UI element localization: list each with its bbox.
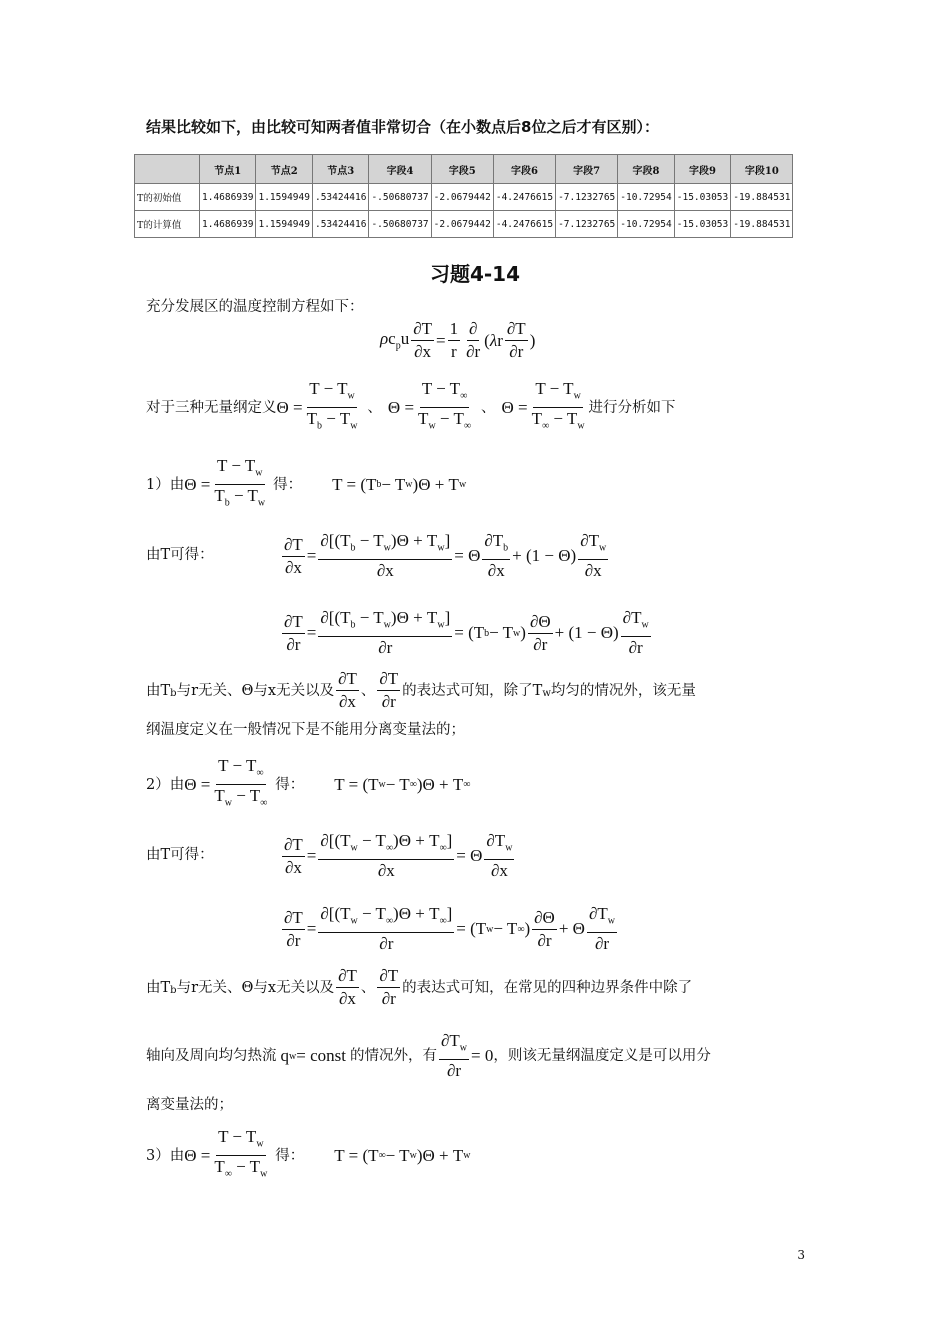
page-number: 3 xyxy=(797,1248,805,1262)
conclusion-text: 由T xyxy=(146,979,171,996)
separator: 、 xyxy=(480,399,496,416)
case-3-label: 3）由 xyxy=(146,1147,185,1164)
conclusion-text: 的表达式可知，在常见的四种边界条件中除了 xyxy=(402,979,693,996)
case-3-de: 得： xyxy=(275,1147,305,1164)
definition-2: Θ = $\frac{T - T_\infty}{T_w - T_\infty}$ xyxy=(387,379,471,432)
case-3-definition: Θ = $\frac{T - T_w}{T_\infty - T_w}$ xyxy=(184,1127,268,1180)
table-cell: -19.884531 xyxy=(731,184,793,211)
case-2-definition: Θ = $\frac{T - T_\infty}{T_w - T_\infty}$ xyxy=(184,756,268,809)
table-cell: .53424416 xyxy=(312,211,368,238)
table-header: 字段10 xyxy=(731,155,793,184)
separator: 、 xyxy=(360,682,376,699)
table-cell: -7.1232765 xyxy=(556,184,618,211)
case-2-label: 2）由 xyxy=(146,776,185,793)
case-1-de: 得： xyxy=(273,476,303,493)
table-header: 字段7 xyxy=(556,155,618,184)
table-header: 节点1 xyxy=(200,155,256,184)
table-header: 字段8 xyxy=(618,155,674,184)
case-2-byT: 由T可得： xyxy=(146,847,214,863)
table-cell: 1.1594949 xyxy=(256,211,312,238)
definition-3: Θ = $\frac{T - T_w}{T_\infty - T_w}$ xyxy=(501,379,585,432)
case-2-de: 得： xyxy=(275,776,305,793)
table-cell: -15.03053 xyxy=(674,211,730,238)
table-cell: T的初始值 xyxy=(135,184,200,211)
table-header xyxy=(135,155,200,184)
table-row xyxy=(135,184,793,211)
conclusion-text: 与r无关、Θ与x无关以及 xyxy=(176,682,335,699)
table-cell: 1.4686939 xyxy=(200,184,256,211)
table-cell: -2.0679442 xyxy=(431,211,493,238)
case-1-label: 1）由 xyxy=(146,476,185,493)
definitions-text: 对于三种无量纲定义 xyxy=(146,399,277,416)
table-cell: -10.72954 xyxy=(618,184,674,211)
table-header: 字段6 xyxy=(493,155,555,184)
case-2-conclusion-line3: 离变量法的； xyxy=(146,1097,233,1113)
case-1-T-expression: T = (T b − T w )Θ + T w xyxy=(332,474,467,494)
table-cell: -.50680737 xyxy=(369,211,431,238)
table-cell: -19.884531 xyxy=(731,211,793,238)
section-title: 习题4-14 xyxy=(429,262,521,286)
conclusion-text: 均匀的情况外，该无量 xyxy=(550,682,696,699)
definitions-end-text: 进行分析如下 xyxy=(588,399,676,416)
table-cell: T的计算值 xyxy=(135,211,200,238)
case-3-T-expression: T = (T ∞ − T w )Θ + T w xyxy=(334,1145,471,1165)
case-1-conclusion-line2: 纲温度定义在一般情况下是不能用分离变量法的； xyxy=(146,722,465,738)
conclusion-text: 与r无关、Θ与x无关以及 xyxy=(176,979,335,996)
governing-equation: $\rho c_pu$ $\frac{\partial T}{\partial x}$ = $\frac{1}{r}$ $\frac{\partial}{\partial r}$ (λr $\frac{\partial T}{\partial r}$ ) xyxy=(380,319,536,361)
case-2-line xyxy=(146,755,470,815)
table-header: 字段9 xyxy=(674,155,730,184)
conclusion-text: 的表达式可知，除了T xyxy=(402,682,543,699)
case-1-byT: 由T可得： xyxy=(146,547,214,563)
table-cell: 1.4686939 xyxy=(200,211,256,238)
case-2-T-expression: T = (T w − T ∞ )Θ + T ∞ xyxy=(334,774,471,794)
case-1-conclusion: 由T $_b$ 与r无关、Θ与x无关以及 $\frac{\partial T}{\partial x}$ 、 $\frac{\partial T}{\partial r}$ 的表达式可知，除了T $_w$ 均匀的情况外，该无量 xyxy=(146,669,696,711)
table-cell: .53424416 xyxy=(312,184,368,211)
case-1-definition: Θ = $\frac{T - T_w}{T_b - T_w}$ xyxy=(184,456,266,509)
case-1-dTdx: $\frac{\partial T}{\partial x}$ = $\frac{\partial[(T_b - T_w)\Theta + T_w]}{\partial x}$ = Θ $\frac{\partial T_b}{\partial x}$ + (1 − Θ) $\frac{\partial T_w}{\partial x}$ xyxy=(284,531,607,581)
table-header: 字段4 xyxy=(369,155,431,184)
case-2-dTdr: $\frac{\partial T}{\partial r}$ = $\frac{\partial[(T_w - T_\infty)\Theta + T_\infty]}{\partial r}$ = (T w − T ∞ ) $\frac{\partial\Theta}{\partial r}$ + Θ $\frac{\partial T_w}{\partial r}$ xyxy=(284,904,615,954)
case-1-dTdr: $\frac{\partial T}{\partial r}$ = $\frac{\partial[(T_b - T_w)\Theta + T_w]}{\partial r}$ = (T b − T w ) $\frac{\partial\Theta}{\partial r}$ + (1 − Θ) $\frac{\partial T_w}{\partial r}$ xyxy=(284,608,649,658)
case-2-conclusion-line2: 轴向及周向均匀热流 q w = const 的情况外，有 $\frac{\partial T_w}{\partial r}$ = 0 ，则该无量纲温度定义是可以用分 xyxy=(146,1031,711,1081)
table-cell: -4.2476615 xyxy=(493,211,555,238)
conclusion-text: ，则该无量纲温度定义是可以用分 xyxy=(493,1048,711,1065)
comparison-table xyxy=(134,154,793,238)
table-cell: -4.2476615 xyxy=(493,184,555,211)
conclusion-text: 的情况外，有 xyxy=(349,1048,437,1065)
separator: 、 xyxy=(360,979,376,996)
case-3-line xyxy=(146,1126,470,1186)
table-cell: -15.03053 xyxy=(674,184,730,211)
definitions-line xyxy=(146,378,676,438)
definition-1: Θ = $\frac{T - T_w}{T_b - T_w}$ xyxy=(276,379,358,432)
table-header: 节点3 xyxy=(312,155,368,184)
table-row xyxy=(135,211,793,238)
paragraph-governing: 充分发展区的温度控制方程如下： xyxy=(146,299,364,315)
case-2-dTdx: $\frac{\partial T}{\partial x}$ = $\frac{\partial[(T_w - T_\infty)\Theta + T_\infty]}{\partial x}$ = Θ $\frac{\partial T_w}{\partial x}$ xyxy=(284,831,513,881)
table-cell: -10.72954 xyxy=(618,211,674,238)
table-header: 节点2 xyxy=(256,155,312,184)
case-2-conclusion: 由T $_b$ 与r无关、Θ与x无关以及 $\frac{\partial T}{\partial x}$ 、 $\frac{\partial T}{\partial r}$ 的表达式可知，在常见的四种边界条件中除了 xyxy=(146,966,693,1008)
case-1-line xyxy=(146,455,466,515)
table-header: 字段5 xyxy=(431,155,493,184)
table-cell: 1.1594949 xyxy=(256,184,312,211)
table-cell: -2.0679442 xyxy=(431,184,493,211)
table-cell: -7.1232765 xyxy=(556,211,618,238)
table-cell: -.50680737 xyxy=(369,184,431,211)
conclusion-text: 轴向及周向均匀热流 xyxy=(146,1048,277,1065)
conclusion-text: 由T xyxy=(146,682,171,699)
intro-text: 结果比较如下，由比较可知两者值非常切合（在小数点后8位之后才有区别）： xyxy=(146,118,659,136)
separator: 、 xyxy=(367,399,382,416)
